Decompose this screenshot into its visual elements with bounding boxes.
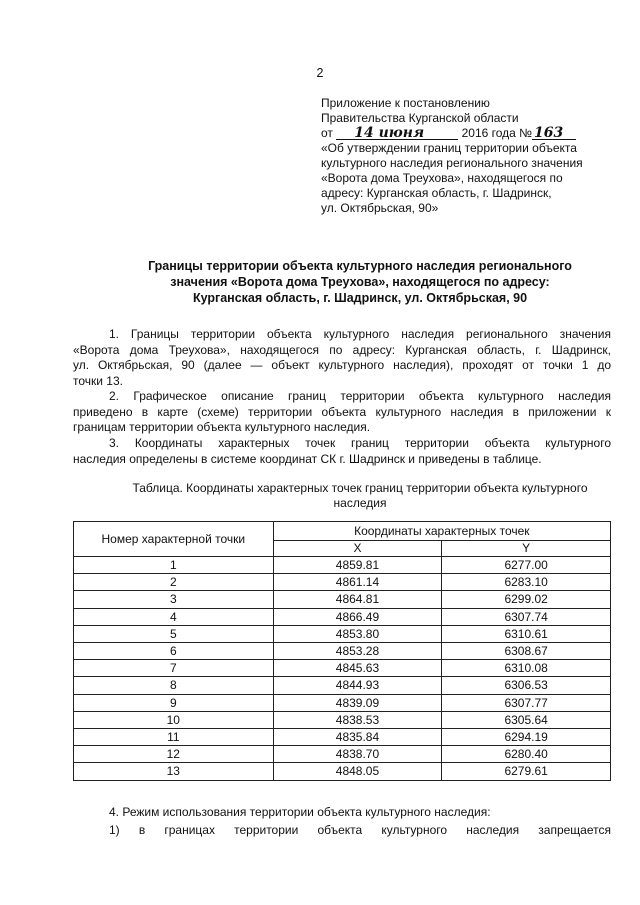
paragraph-line: 1. Границы территории объекта культурного наследия регионального значения: [109, 327, 611, 341]
table-row: [74, 557, 611, 574]
cell-point: 11: [74, 729, 274, 746]
page-number: 2: [316, 66, 324, 80]
cell-point: 10: [74, 711, 274, 728]
document-title: [80, 258, 640, 306]
table-row: [74, 608, 611, 625]
paragraph-line: 4. Режим использования территории объекта культурного наследия:: [109, 805, 491, 819]
title-line: Курганская область, г. Шадринск, ул. Октябрьская, 90: [192, 291, 528, 305]
paragraph-4: [73, 805, 611, 821]
cell-y: 6305.64: [442, 711, 611, 728]
cell-point: 9: [74, 694, 274, 711]
cell-x: 4845.63: [273, 660, 442, 677]
appendix-header: [321, 96, 621, 216]
cell-y: 6277.00: [442, 557, 611, 574]
appendix-subject-line: адресу: Курганская область, г. Шадринск,: [321, 186, 552, 200]
table-row: [74, 625, 611, 642]
cell-x: 4835.84: [273, 729, 442, 746]
cell-point: 5: [74, 625, 274, 642]
header-point-number: Номер характерной точки: [74, 522, 274, 557]
coordinates-table: [73, 521, 611, 781]
cell-x: 4861.14: [273, 574, 442, 591]
paragraph-line: ул. Октябрьская, 90 (далее — объект культурного наследия), проходят от точки 1 до: [73, 358, 611, 373]
header-y: Y: [442, 541, 611, 557]
appendix-subject-line: «Об утверждении границ территории объекта: [321, 141, 577, 155]
table-row: [74, 660, 611, 677]
cell-point: 1: [74, 557, 274, 574]
cell-x: 4844.93: [273, 677, 442, 694]
appendix-subject-line: ул. Октябрьская, 90»: [321, 201, 439, 215]
paragraph-1: [73, 327, 611, 389]
cell-y: 6308.67: [442, 643, 611, 660]
table-caption: [80, 481, 640, 511]
cell-x: 4859.81: [273, 557, 442, 574]
appendix-line: Правительства Курганской области: [321, 111, 519, 125]
cell-y: 6283.10: [442, 574, 611, 591]
cell-point: 2: [74, 574, 274, 591]
table-row: [74, 729, 611, 746]
paragraph-line: «Ворота дома Треухова», находящегося по адресу: Курганская область, г. Шадринск,: [73, 342, 611, 357]
cell-x: 4864.81: [273, 591, 442, 608]
cell-point: 13: [74, 763, 274, 780]
cell-point: 6: [74, 643, 274, 660]
cell-x: 4848.05: [273, 763, 442, 780]
table-row: [74, 711, 611, 728]
cell-y: 6279.61: [442, 763, 611, 780]
table-row: [74, 677, 611, 694]
table-row: [74, 591, 611, 608]
cell-y: 6307.74: [442, 608, 611, 625]
appendix-date-line: [321, 126, 621, 141]
cell-point: 3: [74, 591, 274, 608]
table-caption-line: наследия: [333, 496, 387, 510]
cell-y: 6306.53: [442, 677, 611, 694]
paragraph-line: наследия определены в системе координат СК г. Шадринск и приведены в таблице.: [73, 451, 542, 466]
paragraph-line: точки 13.: [73, 373, 123, 388]
year-text: 2016 года №: [461, 126, 533, 140]
cell-y: 6310.08: [442, 660, 611, 677]
cell-y: 6280.40: [442, 746, 611, 763]
cell-x: 4866.49: [273, 608, 442, 625]
cell-x: 4839.09: [273, 694, 442, 711]
table-row: [74, 694, 611, 711]
cell-x: 4853.28: [273, 643, 442, 660]
cell-x: 4838.53: [273, 711, 442, 728]
appendix-subject-line: «Ворота дома Треухова», находящегося по: [321, 171, 563, 185]
paragraph-line: приведено в карте (схеме) территории объекта культурного наследия в приложении к: [73, 404, 611, 419]
table-row: [74, 574, 611, 591]
paragraph-line: 2. Графическое описание границ территории объекта культурного наследия: [109, 389, 611, 403]
table-row: [74, 643, 611, 660]
cell-y: 6294.19: [442, 729, 611, 746]
table-row: [74, 763, 611, 780]
header-coordinates: Координаты характерных точек: [273, 522, 610, 541]
title-line: Границы территории объекта культурного наследия регионального: [148, 259, 572, 273]
table-row: [74, 746, 611, 763]
cell-y: 6307.77: [442, 694, 611, 711]
from-prefix: от: [321, 126, 333, 140]
paragraph-2: [73, 389, 611, 436]
paragraph-line: 1) в границах территории объекта культурного наследия запрещается: [109, 823, 611, 837]
cell-y: 6310.61: [442, 625, 611, 642]
handwritten-number: 163: [532, 127, 576, 140]
paragraph-5: [73, 823, 611, 839]
handwritten-date: 14 июня: [336, 127, 458, 140]
cell-y: 6299.02: [442, 591, 611, 608]
cell-point: 8: [74, 677, 274, 694]
table-caption-line: Таблица. Координаты характерных точек границ территории объекта культурного: [132, 481, 588, 495]
cell-point: 12: [74, 746, 274, 763]
cell-point: 7: [74, 660, 274, 677]
cell-point: 4: [74, 608, 274, 625]
paragraph-3: [73, 436, 611, 467]
appendix-subject-line: культурного наследия регионального значения: [321, 156, 583, 170]
appendix-line: Приложение к постановлению: [321, 96, 490, 110]
cell-x: 4838.70: [273, 746, 442, 763]
paragraph-line: границам территории объекта культурного наследия.: [73, 420, 371, 435]
title-line: значения «Ворота дома Треухова», находящегося по адресу:: [170, 275, 550, 289]
header-x: X: [273, 541, 442, 557]
cell-x: 4853.80: [273, 625, 442, 642]
paragraph-line: 3. Координаты характерных точек границ территории объекта культурного: [109, 436, 611, 450]
